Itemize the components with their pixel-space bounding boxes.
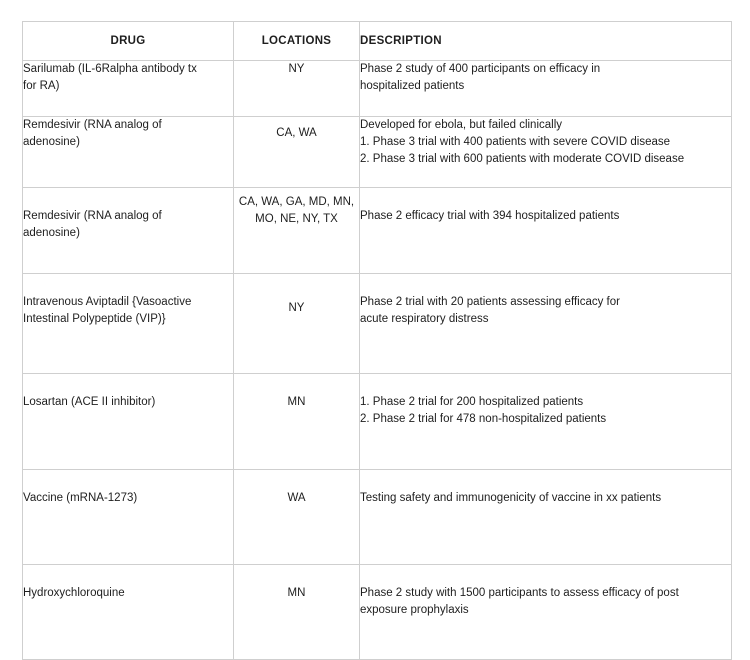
description-text: Phase 2 efficacy trial with 394 hospitalized patients (360, 210, 620, 222)
locations-text: NY (288, 302, 305, 314)
description-cell (360, 374, 732, 470)
description-text: Phase 2 trial with 20 patients assessing efficacy for (360, 296, 620, 308)
locations-text: MO, NE, NY, TX (255, 213, 338, 225)
drug-cell (23, 188, 234, 274)
description-text: Developed for ebola, but failed clinically (360, 119, 563, 131)
table-row (23, 374, 732, 470)
drug-trials-table (22, 21, 732, 660)
drug-text: Intravenous Aviptadil {Vasoactive (23, 296, 192, 308)
drug-text: for RA) (23, 80, 60, 92)
locations-text: CA, WA (276, 127, 317, 139)
locations-text: NY (288, 63, 305, 75)
description-text: hospitalized patients (360, 80, 465, 92)
table-row (23, 274, 732, 374)
description-text: 1. Phase 3 trial with 400 patients with severe COVID disease (360, 136, 671, 148)
description-text: 2. Phase 3 trial with 600 patients with moderate COVID disease (360, 153, 685, 165)
description-cell (360, 188, 732, 274)
description-cell (360, 274, 732, 374)
description-text: 1. Phase 2 trial for 200 hospitalized patients (360, 396, 584, 408)
drug-text: Vaccine (mRNA-1273) (23, 492, 138, 504)
drug-text: Remdesivir (RNA analog of (23, 210, 162, 222)
description-text: acute respiratory distress (360, 313, 489, 325)
table-header-row (23, 22, 732, 61)
description-text: Phase 2 study of 400 participants on efficacy in (360, 63, 601, 75)
locations-cell (234, 117, 360, 188)
locations-cell (234, 61, 360, 117)
drug-cell (23, 274, 234, 374)
drug-cell (23, 374, 234, 470)
table-row (23, 565, 732, 660)
drug-text: Hydroxychloroquine (23, 587, 125, 599)
locations-text: WA (287, 492, 306, 504)
drug-text: Losartan (ACE II inhibitor) (23, 396, 156, 408)
table-row (23, 188, 732, 274)
description-text: 2. Phase 2 trial for 478 non-hospitalized patients (360, 413, 607, 425)
locations-text: MN (287, 396, 306, 408)
locations-cell (234, 274, 360, 374)
table-row (23, 470, 732, 565)
description-cell (360, 470, 732, 565)
drug-text: Remdesivir (RNA analog of (23, 119, 162, 131)
header-description: DESCRIPTION (360, 22, 732, 61)
table-row (23, 117, 732, 188)
drug-text: Intestinal Polypeptide (VIP)} (23, 313, 166, 325)
description-cell (360, 61, 732, 117)
description-cell (360, 565, 732, 660)
drug-text: Sarilumab (IL-6Ralpha antibody tx (23, 63, 197, 75)
drug-cell (23, 470, 234, 565)
locations-cell (234, 374, 360, 470)
description-cell (360, 117, 732, 188)
drug-text: adenosine) (23, 136, 80, 148)
header-locations: LOCATIONS (234, 22, 360, 61)
drug-text: adenosine) (23, 227, 80, 239)
drug-cell (23, 61, 234, 117)
description-text: Phase 2 study with 1500 participants to assess efficacy of post (360, 587, 679, 599)
table-row (23, 61, 732, 117)
locations-cell (234, 565, 360, 660)
locations-text: CA, WA, GA, MD, MN, (238, 196, 355, 208)
description-text: exposure prophylaxis (360, 604, 469, 616)
drug-cell (23, 565, 234, 660)
drug-cell (23, 117, 234, 188)
header-drug: DRUG (23, 22, 234, 61)
locations-cell (234, 188, 360, 274)
description-text: Testing safety and immunogenicity of vaccine in xx patients (360, 492, 662, 504)
locations-cell (234, 470, 360, 565)
locations-text: MN (287, 587, 306, 599)
